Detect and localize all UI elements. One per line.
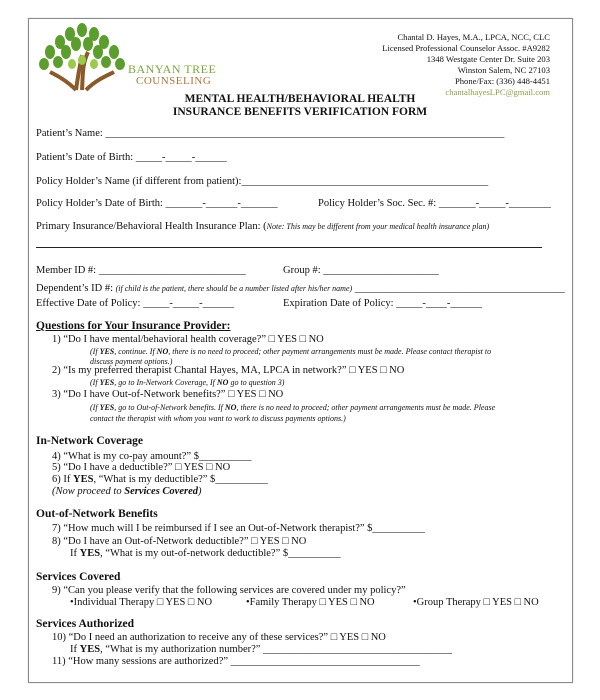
banyan-tree-logo-icon	[36, 20, 128, 92]
contact-email[interactable]: chantalhayesLPC@gmail.com	[445, 87, 550, 97]
question-1: 1) “Do I have mental/behavioral health coverage?” □ YES □ NO	[52, 334, 324, 345]
form-title-line2: INSURANCE BENEFITS VERIFICATION FORM	[172, 106, 428, 118]
question-3-note-cont: contact the therapist with whom you want to work to discuss payments options.)	[90, 414, 346, 423]
logo-text-counseling: COUNSELING	[136, 75, 212, 87]
patient-dob-field[interactable]: Patient’s Date of Birth: _____-_____-______	[36, 152, 227, 163]
primary-insurance-note: Note: This may be different from your medical health insurance plan)	[266, 222, 490, 231]
section-questions-heading: Questions for Your Insurance Provider:	[36, 320, 231, 332]
policy-holder-dob-field[interactable]: Policy Holder’s Date of Birth: _______-______-_______	[36, 198, 278, 209]
expiration-date-field[interactable]: Expiration Date of Policy: _____-____-______	[283, 298, 482, 309]
member-id-field[interactable]: Member ID #: ____________________________	[36, 265, 246, 276]
question-3-note: (If YES, go to Out-of-Network benefits. If NO, there is no need to proceed; other payment arrangements must be made. Please	[90, 403, 496, 412]
service-individual-therapy[interactable]: •Individual Therapy □ YES □ NO	[70, 597, 213, 608]
contact-city: Winston Salem, NC 27103	[457, 65, 550, 75]
question-1-note-cont: discuss payment options.)	[90, 357, 173, 366]
section-in-network-heading: In-Network Coverage	[36, 435, 143, 447]
question-11: 11) “How many sessions are authorized?” ____________________________________	[52, 656, 420, 667]
dependent-id-note: (if child is the patient, there should be a number listed after his/her name)	[115, 284, 353, 293]
effective-date-field[interactable]: Effective Date of Policy: _____-_____-______	[36, 298, 235, 309]
section-services-authorized-heading: Services Authorized	[36, 618, 135, 630]
service-group-therapy[interactable]: •Group Therapy □ YES □ NO	[413, 597, 539, 608]
dependent-id-blank: ________________________________________	[354, 283, 565, 294]
question-5: 5) “Do I have a deductible?” □ YES □ NO	[52, 462, 231, 473]
question-3: 3) “Do I have Out-of-Network benefits?” □ YES □ NO	[52, 389, 284, 400]
section-services-covered-heading: Services Covered	[36, 571, 121, 583]
primary-insurance-label: Primary Insurance/Behavioral Health Insurance Plan: (	[36, 221, 267, 232]
policy-holder-name-field[interactable]: Policy Holder’s Name (if different from patient):_______________________________________________	[36, 176, 489, 187]
contact-phone: Phone/Fax: (336) 448-4451	[454, 76, 550, 86]
question-8: 8) “Do I have an Out-of-Network deductible?” □ YES □ NO	[52, 536, 307, 547]
question-8-followup: If YES, “What is my out-of-network deductible?” $__________	[70, 548, 341, 559]
question-2-note: (If YES, go to In-Network Coverage, If NO go to question 3)	[90, 378, 285, 387]
form-title-line1: MENTAL HEALTH/BEHAVIORAL HEALTH	[184, 93, 416, 105]
policy-holder-ssn-field[interactable]: Policy Holder’s Soc. Sec. #: _______-_____-________	[318, 198, 551, 209]
question-4: 4) “What is my co-pay amount?” $__________	[52, 451, 252, 462]
contact-name: Chantal D. Hayes, M.A., LPCA, NCC, CLC	[397, 32, 550, 42]
service-family-therapy[interactable]: •Family Therapy □ YES □ NO	[246, 597, 375, 608]
dependent-id-field[interactable]	[36, 283, 565, 295]
contact-address: 1348 Westgate Center Dr. Suite 203	[426, 54, 550, 64]
primary-insurance-blank-line[interactable]	[36, 247, 542, 248]
question-1-note: (If YES, continue. If NO, there is no need to proceed; other payment arrangements must be made. Please contact therapist to	[90, 347, 492, 356]
question-7: 7) “How much will I be reimbursed if I see an Out-of-Network therapist?” $__________	[52, 523, 425, 534]
group-number-field[interactable]: Group #: ______________________	[283, 265, 439, 276]
dependent-id-label: Dependent’s ID #:	[36, 283, 113, 294]
logo-text-banyan-tree: BANYAN TREE	[128, 62, 217, 76]
primary-insurance-field[interactable]	[36, 221, 489, 233]
question-10-followup: If YES, “What is my authorization number?” ____________________________________	[70, 644, 453, 655]
question-10: 10) “Do I need an authorization to receive any of these services?” □ YES □ NO	[52, 632, 386, 643]
question-9: 9) “Can you please verify that the following services are covered under my policy?”	[52, 585, 406, 596]
patient-name-field[interactable]: Patient’s Name: ____________________________________________________________________________	[36, 128, 505, 139]
section-out-network-heading: Out-of-Network Benefits	[36, 508, 158, 520]
contact-block	[382, 32, 550, 98]
proceed-note: (Now proceed to Services Covered)	[52, 486, 202, 497]
question-2: 2) “Is my preferred therapist Chantal Hayes, MA, LPCA in network?” □ YES □ NO	[52, 365, 405, 376]
question-6: 6) If YES, “What is my deductible?” $__________	[52, 474, 268, 485]
contact-license: Licensed Professional Counselor Assoc. #A9282	[382, 43, 550, 53]
